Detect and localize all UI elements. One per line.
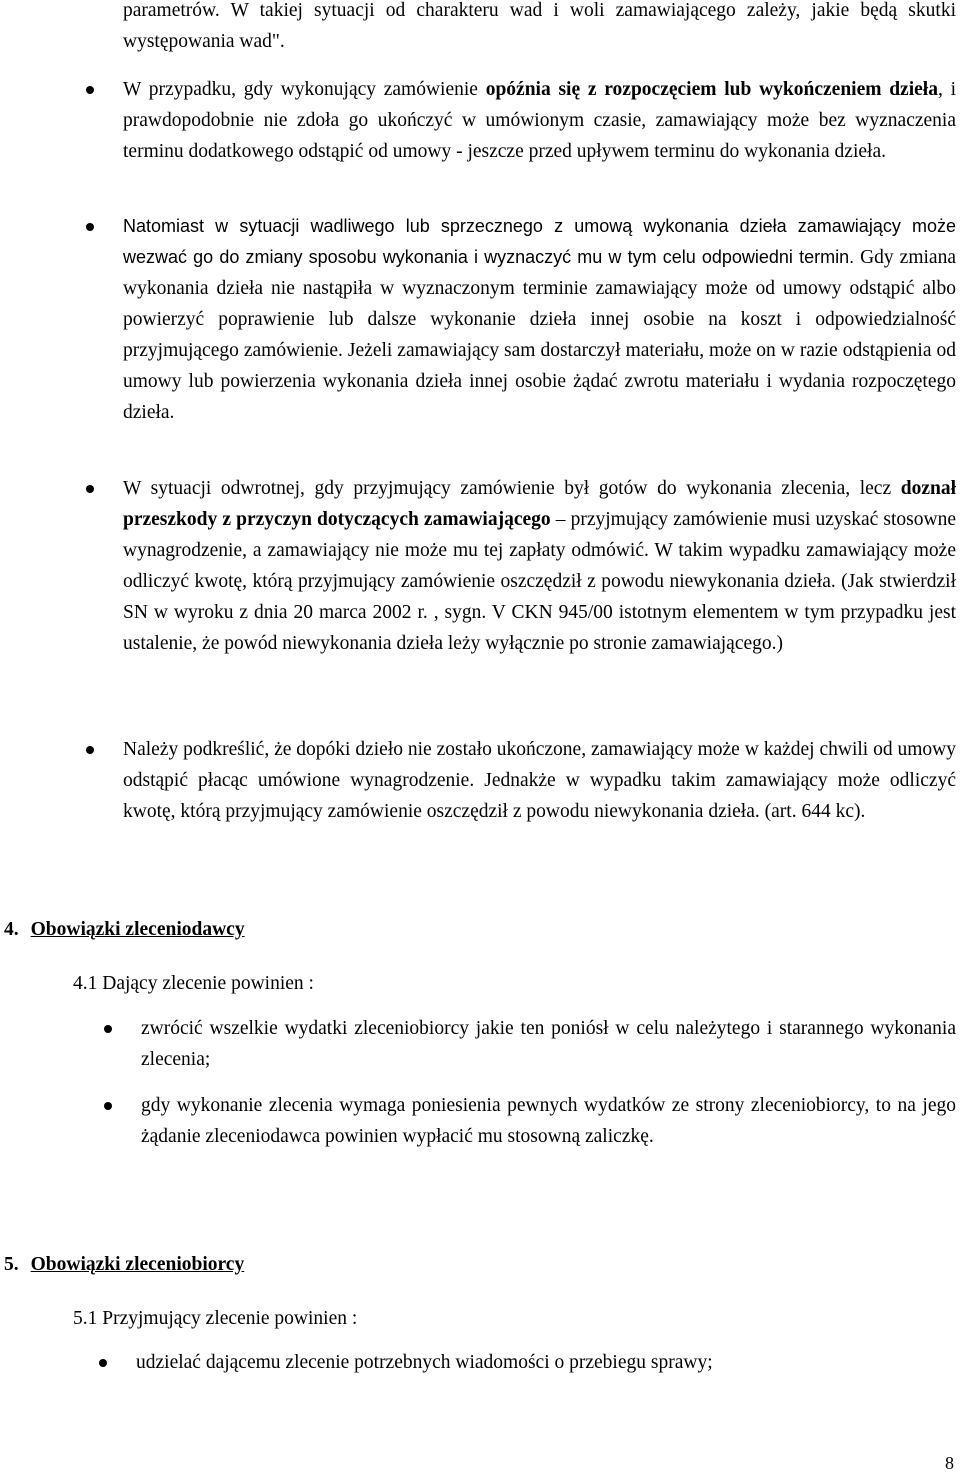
section-title: Obowiązki zleceniodawcy (30, 919, 245, 940)
list-item-text: W przypadku, gdy wykonujący zamówienie (123, 79, 486, 100)
continuation-paragraph: parametrów. W takiej sytuacji od charakteru wad i woli zamawiającego zależy, jakie będą skutki występowania wad". (123, 0, 956, 52)
bullet-icon (99, 1359, 107, 1367)
list-item-sans-text: Natomiast w sytuacji wadliwego lub sprzecznego z umową wykonania dzieła zamawiający może wezwać go do zmiany sposobu wykonania i wyznaczyć mu w tym celu odpowiedni termin. (123, 216, 956, 267)
list-item-text: udzielać dającemu zlecenie potrzebnych wiadomości o przebiegu sprawy; (136, 1352, 713, 1373)
list-item (141, 1090, 956, 1152)
list-item (123, 74, 956, 167)
bullet-icon (86, 485, 94, 493)
section-5-heading (4, 1249, 244, 1280)
bullet-icon (104, 1025, 112, 1033)
list-item-text: , i prawdopodobnie nie zdoła go ukończyć w umówionym czasie, zamawiający może bez wyznaczenia terminu dodatkowego odstąpić od umowy - jeszcze przed upływem terminu do wykonania dzieła. (123, 79, 957, 162)
bullet-icon (86, 746, 94, 754)
bullet-icon (86, 86, 94, 94)
section-4-heading (4, 914, 245, 945)
list-item-text: zwrócić wszelkie wydatki zleceniobiorcy jakie ten poniósł w celu należytego i starannego wykonania zlecenia; (141, 1018, 956, 1070)
section-number: 4. (4, 919, 19, 940)
bullet-icon (104, 1102, 112, 1110)
list-item-text: Należy podkreślić, że dopóki dzieło nie zostało ukończone, zamawiający może w każdej chwili od umowy odstąpić płacąc umówione wynagrodzenie. Jednakże w wypadku takim zamawiający może odliczyć kwotę, którą przyjmujący zamówienie oszczędził z powodu niewykonania dzieła. (art. 644 kc). (123, 739, 956, 822)
list-item-text: – przyjmujący zamówienie musi uzyskać stosowne wynagrodzenie, a zamawiający nie może mu tej zapłaty odmówić. W takim wypadku zamawiający może odliczyć kwotę, którą przyjmujący zamówienie oszczędził z powodu niewykonania dzieła. (Jak stwierdził SN w wyroku z dnia 20 marca 2002 r. , sygn. V CKN 945/00 istotnym elementem w tym przypadku jest ustalenie, że powód niewykonania dzieła leży wyłącznie po stronie zamawiającego.) (123, 509, 956, 654)
bullet-icon (86, 223, 94, 231)
list-item-bold-text: doznał przeszkody z przyczyn dotyczących zamawiającego (123, 478, 956, 530)
list-item (141, 1013, 956, 1075)
list-item-text: gdy wykonanie zlecenia wymaga poniesienia pewnych wydatków ze strony zleceniobiorcy, to na jego żądanie zleceniodawca powinien wypłacić mu stosowną zaliczkę. (141, 1095, 956, 1147)
subsection-4-1-heading: 4.1 Dający zlecenie powinien : (73, 973, 314, 994)
section-title: Obowiązki zleceniobiorcy (30, 1254, 245, 1275)
list-item (136, 1347, 956, 1378)
section-number: 5. (4, 1254, 19, 1275)
subsection-5-1-heading: 5.1 Przyjmujący zlecenie powinien : (73, 1308, 358, 1329)
page-number: 8 (945, 1453, 954, 1473)
list-item (123, 211, 956, 428)
list-item-bold-text: opóźnia się z rozpoczęciem lub wykończeniem dzieła (485, 79, 938, 100)
list-item (123, 473, 956, 659)
list-item-text: Gdy zmiana wykonania dzieła nie nastąpiła w wyznaczonym terminie zamawiający może od umowy odstąpić albo powierzyć poprawienie lub dalsze wykonanie dzieła innej osobie na koszt i odpowiedzialność przyjmującego zamówienie. Jeżeli zamawiający sam dostarczył materiału, może on w razie odstąpienia od umowy lub powierzenia wykonania dzieła innej osobie żądać zwrotu materiału i wydania rozpoczętego dzieła. (123, 247, 956, 423)
list-item (123, 734, 956, 827)
list-item-text: W sytuacji odwrotnej, gdy przyjmujący zamówienie był gotów do wykonania zlecenia, lecz (123, 478, 901, 499)
